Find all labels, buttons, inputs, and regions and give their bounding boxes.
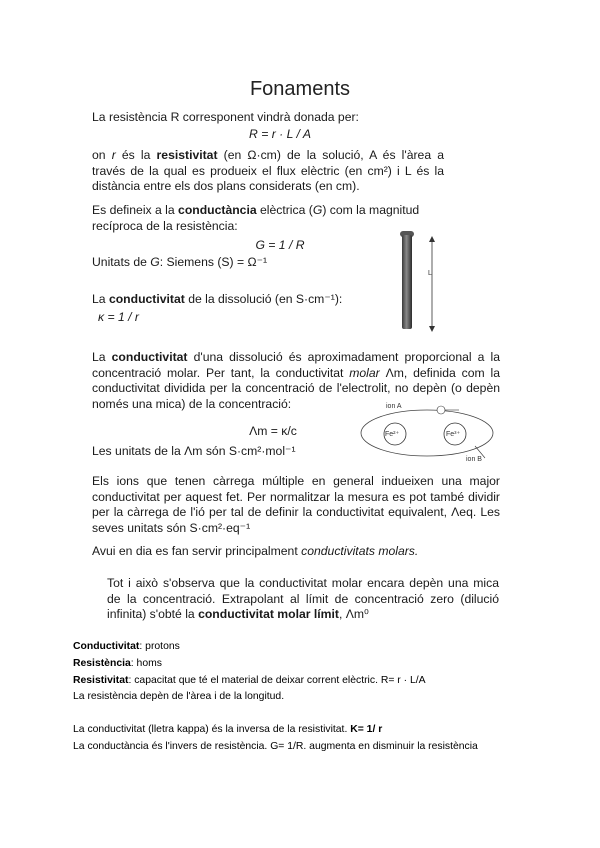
page-title: Fonaments (249, 78, 351, 100)
note-kappa: La conductivitat (lletra kappa) és la inversa de la resistivitat. K= 1/ r (73, 724, 383, 735)
conductance-units: Unitats de G: Siemens (S) = Ω⁻¹ (92, 255, 268, 269)
ion-left-label: Fe²⁺ (385, 431, 400, 438)
electrode-rod (402, 235, 412, 329)
molar-conductivity-units: Les unitats de la Λm són S·cm²·mol⁻¹ (92, 444, 296, 458)
note-conductivity: Conductivitat: protons (73, 641, 180, 652)
limiting-conductivity-paragraph: Tot i això s'observa que la conductivitat molar encara depèn una mica de la concentració. Extrapolant al límit de concentració zero (dilució infinita) s'obté la conductivitat molar límit, Λm⁰ (107, 576, 499, 622)
note-resistance: Resistència: homs (73, 658, 162, 669)
note-area-length: La resistència depèn de l'àrea i de la longitud. (73, 691, 285, 702)
molar-conductivity-formula: Λm = κ/c (249, 424, 297, 438)
electron-circle (437, 406, 445, 414)
conductance-definition: Es defineix a la conductància elèctrica (G) com la magnitud recíproca de la resistència: (92, 203, 420, 233)
resistance-intro: La resistència R corresponent vindrà donada per: (92, 110, 359, 124)
molar-conductivity-paragraph: La conductivitat d'una dissolució és aproximadament proporcional a la concentració molar. Per tant, la conductivitat molar Λm, definida com la conductivitat dividida per la concentració de l'electrolit, no depèn (o depèn només una mica) de la concentració: (92, 350, 501, 411)
conductance-formula: G = 1 / R (255, 238, 305, 252)
note-resistivity: Resistivitat: capacitat que té el material de deixar corrent elèctric. R= r · L/A (73, 675, 426, 686)
ion-bottom-label: ion B (466, 456, 482, 463)
ions-diagram (355, 402, 500, 464)
resistance-formula: R = r · L / A (249, 127, 311, 141)
ion-top-label: ion A (386, 403, 402, 410)
conductivity-definition: La conductivitat de la dissolució (en S·cm⁻¹): (92, 292, 343, 306)
note-conductance: La conductància és l'invers de resistència. G= 1/R. augmenta en disminuir la resistència (73, 741, 478, 752)
molar-usage-sentence: Avui en dia es fan servir principalment conductivitats molars. (92, 544, 419, 558)
length-arrow-icon (420, 236, 450, 332)
ion-right-label: Fe³⁺ (446, 431, 461, 438)
conductivity-formula: κ = 1 / r (98, 310, 139, 324)
resistivity-definition: on r és la resistivitat (en Ω·cm) de la solució, A és l'àrea a través de la qual es produeix el flux elèctric (en cm²) i L és la distància entre els dos plans considerats (en cm). (92, 148, 445, 194)
equivalent-conductivity-paragraph: Els ions que tenen càrrega múltiple en general indueixen una major conductivitat per aquest fet. Per normalitzar la mesura es pot també dividir per la càrrega de l'ió per tal de definir la conductivitat equivalent, Λeq. Les seves unitats són S·cm²·eq⁻¹ (92, 474, 500, 535)
rod-length-label: L (428, 270, 432, 277)
